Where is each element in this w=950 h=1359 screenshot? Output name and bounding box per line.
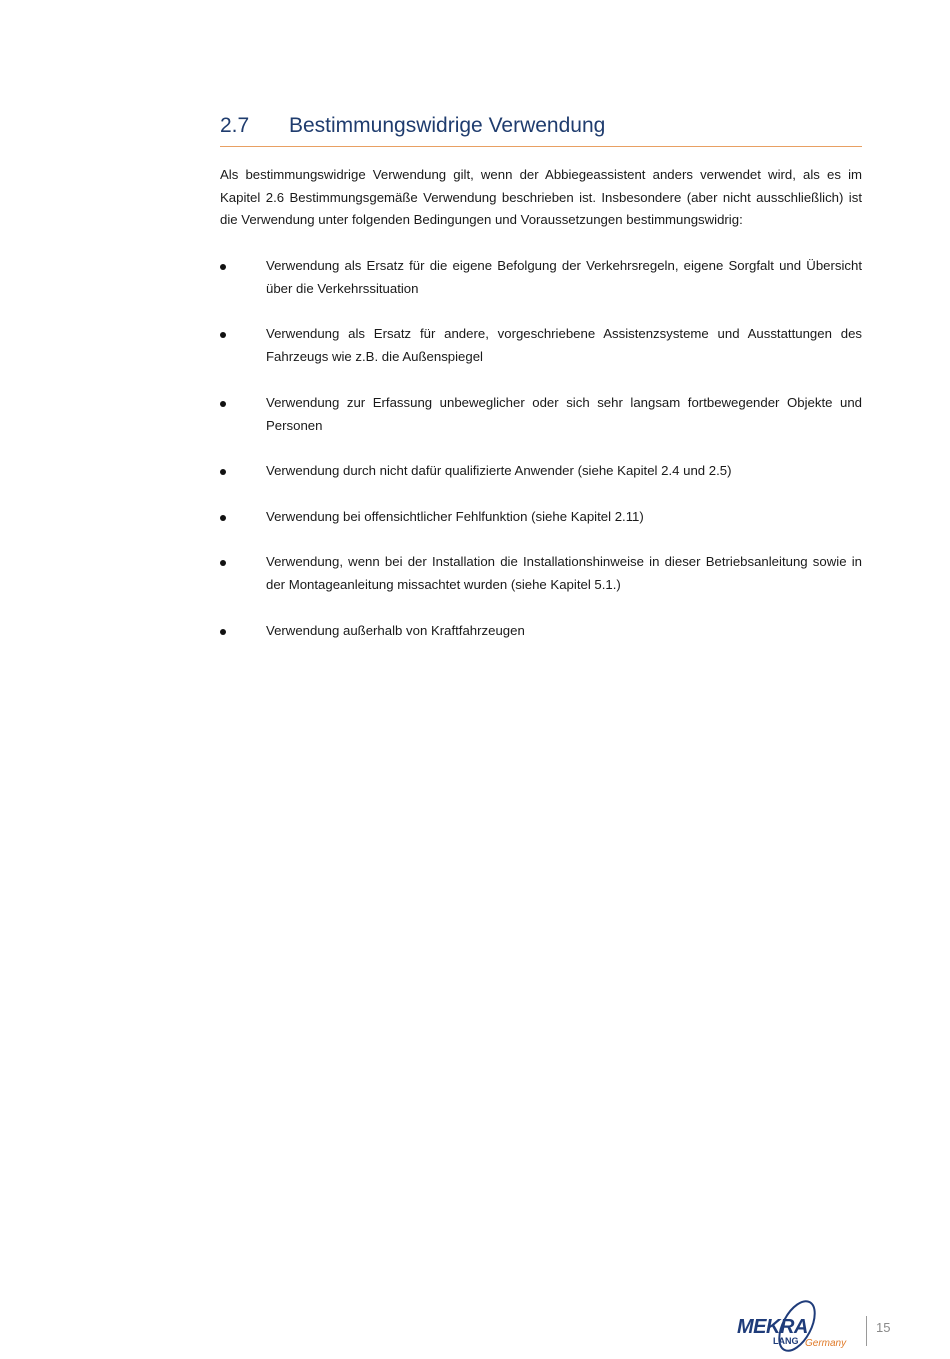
bullet-icon	[220, 629, 226, 635]
list-item-text: Verwendung bei offensichtlicher Fehlfunktion (siehe Kapitel 2.11)	[266, 509, 644, 524]
bullet-icon	[220, 469, 226, 475]
list-item-text: Verwendung, wenn bei der Installation die Installationshinweise in dieser Betriebsanleitung sowie in der Montageanleitung missachtet wurden (siehe Kapitel 5.1.)	[266, 554, 862, 592]
section-number: 2.7	[220, 114, 250, 137]
logo-country: Germany	[805, 1338, 847, 1349]
list-item-text: Verwendung als Ersatz für andere, vorgeschriebene Assistenzsysteme und Ausstattungen des Fahrzeugs wie z.B. die Außenspiegel	[266, 326, 862, 364]
bullet-icon	[220, 560, 226, 566]
bullet-icon	[220, 401, 226, 407]
page-number: 15	[876, 1320, 891, 1335]
logo-subtext: LANG	[773, 1336, 799, 1346]
section-title: Bestimmungswidrige Verwendung	[289, 114, 606, 137]
list-item-text: Verwendung außerhalb von Kraftfahrzeugen	[266, 623, 525, 638]
list-item-text: Verwendung durch nicht dafür qualifizierte Anwender (siehe Kapitel 2.4 und 2.5)	[266, 463, 732, 478]
footer-divider	[866, 1316, 867, 1346]
list-item-text: Verwendung als Ersatz für die eigene Befolgung der Verkehrsregeln, eigene Sorgfalt und Übersicht über die Verkehrssituation	[266, 258, 862, 296]
bullet-icon	[220, 264, 226, 270]
list-item-text: Verwendung zur Erfassung unbeweglicher oder sich sehr langsam fortbewegender Objekte und Personen	[266, 395, 862, 433]
intro-paragraph: Als bestimmungswidrige Verwendung gilt, wenn der Abbiegeassistent anders verwendet wird, als es im Kapitel 2.6 Bestimmungsgemäße Verwendung beschrieben ist. Insbesondere (aber nicht ausschließlich) ist die Verwendung unter folgenden Bedingungen und Voraussetzungen bestimmungswidrig:	[220, 167, 862, 228]
bullet-icon	[220, 515, 226, 521]
bullet-icon	[220, 332, 226, 338]
section-heading	[220, 112, 862, 147]
company-logo	[735, 1298, 850, 1354]
logo-text: MEKRA	[737, 1316, 808, 1338]
